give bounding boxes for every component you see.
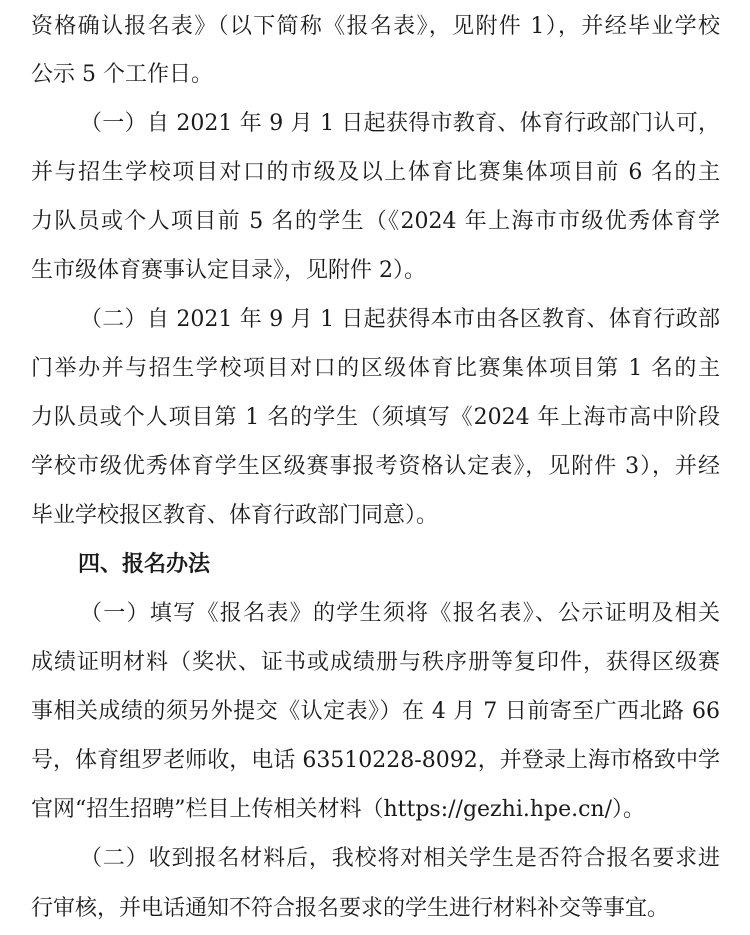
- paragraph-line: 事相关成绩的须另外提交《认定表》）在 4 月 7 日前寄至广西北路 66: [31, 699, 720, 724]
- paragraph-line: 号，体育组罗老师收，电话 63510228-8092，并登录上海市格致中学: [31, 748, 720, 773]
- paragraph-line: （一）填写《报名表》的学生须将《报名表》、公示证明及相关: [80, 601, 720, 626]
- paragraph-line: 力队员或个人项目第 1 名的学生（须填写《2024 年上海市高中阶段: [31, 405, 720, 430]
- paragraph-line: 行审核，并电话通知不符合报名要求的学生进行材料补交等事宜。: [31, 896, 670, 921]
- paragraph-line: （二）自 2021 年 9 月 1 日起获得本市由各区教育、体育行政部: [80, 307, 720, 332]
- paragraph-line: （一）自 2021 年 9 月 1 日起获得市教育、体育行政部门认可，: [80, 111, 720, 136]
- paragraph-line: 毕业学校报区教育、体育行政部门同意）。: [31, 503, 439, 528]
- paragraph-line: 生市级体育赛事认定目录》，见附件 2）。: [31, 258, 426, 283]
- paragraph-line: （二）收到报名材料后，我校将对相关学生是否符合报名要求进: [80, 846, 720, 871]
- paragraph-line: 官网“招生招聘”栏目上传相关材料（https://gezhi.hpe.cn/）。: [31, 797, 646, 822]
- paragraph-line: 公示 5 个工作日。: [31, 62, 213, 87]
- paragraph-line: 并与招生学校项目对口的市级及以上体育比赛集体项目前 6 名的主: [31, 160, 720, 185]
- section-heading: 四、报名办法: [78, 552, 211, 577]
- paragraph-line: 学校市级优秀体育学生区级赛事报考资格认定表》，见附件 3），并经: [31, 454, 720, 479]
- paragraph-line: 资格确认报名表》（以下简称《报名表》，见附件 1），并经毕业学校: [31, 14, 720, 39]
- paragraph-line: 门举办并与招生学校项目对口的区级体育比赛集体项目第 1 名的主: [31, 356, 720, 381]
- paragraph-line: 成绩证明材料（奖状、证书或成绩册与秩序册等复印件，获得区级赛: [31, 650, 720, 675]
- paragraph-line: 力队员或个人项目前 5 名的学生（《2024 年上海市市级优秀体育学: [31, 209, 720, 234]
